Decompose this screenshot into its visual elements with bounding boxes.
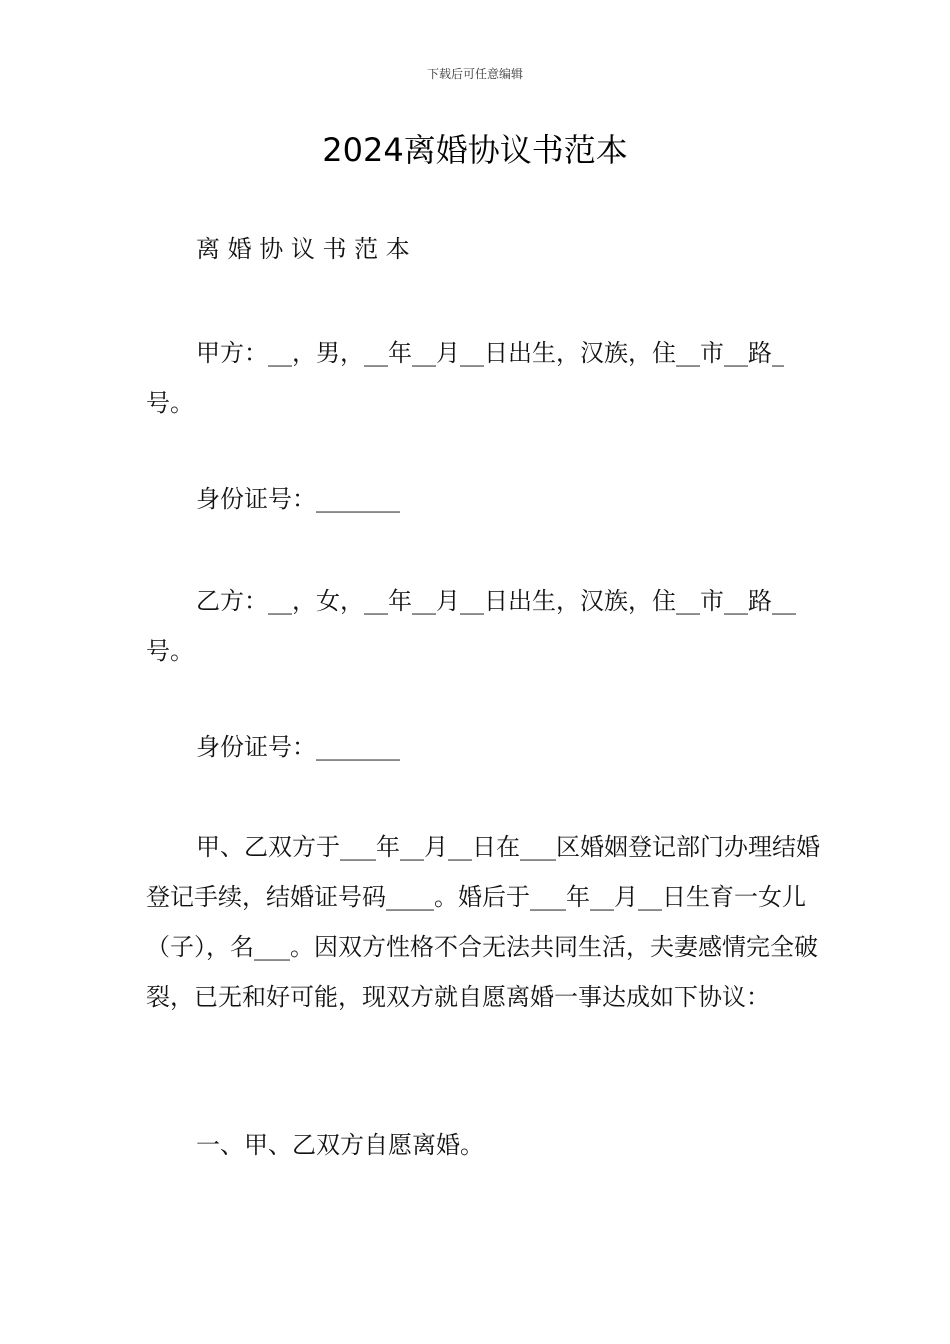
party-b-paragraph: 乙方：__，女，__年__月__日出生，汉族，住__市__路__号。 (146, 587, 796, 665)
clause-one-paragraph: 一、甲、乙双方自愿离婚。 (196, 1131, 484, 1159)
party-a-id-paragraph: 身份证号：_______ (196, 485, 400, 513)
marriage-details-paragraph: 甲、乙双方于___年__月__日在___区婚姻登记部门办理结婚登记手续，结婚证号码____。婚后于___年__月__日生育一女儿（子），名___。因双方性格不合无法共同生活，夫妻感情完全破裂，已无和好可能，现双方就自愿离婚一事达成如下协议： (146, 833, 820, 1011)
subtitle-paragraph: 离 婚 协 议 书 范 本 (196, 235, 410, 263)
party-a-paragraph: 甲方：__，男，__年__月__日出生，汉族，住__市__路_号。 (146, 339, 784, 417)
document-title: 2024离婚协议书范本 (322, 131, 628, 169)
header-note: 下载后可任意编辑 (426, 67, 523, 81)
party-b-id-paragraph: 身份证号：_______ (196, 733, 400, 761)
